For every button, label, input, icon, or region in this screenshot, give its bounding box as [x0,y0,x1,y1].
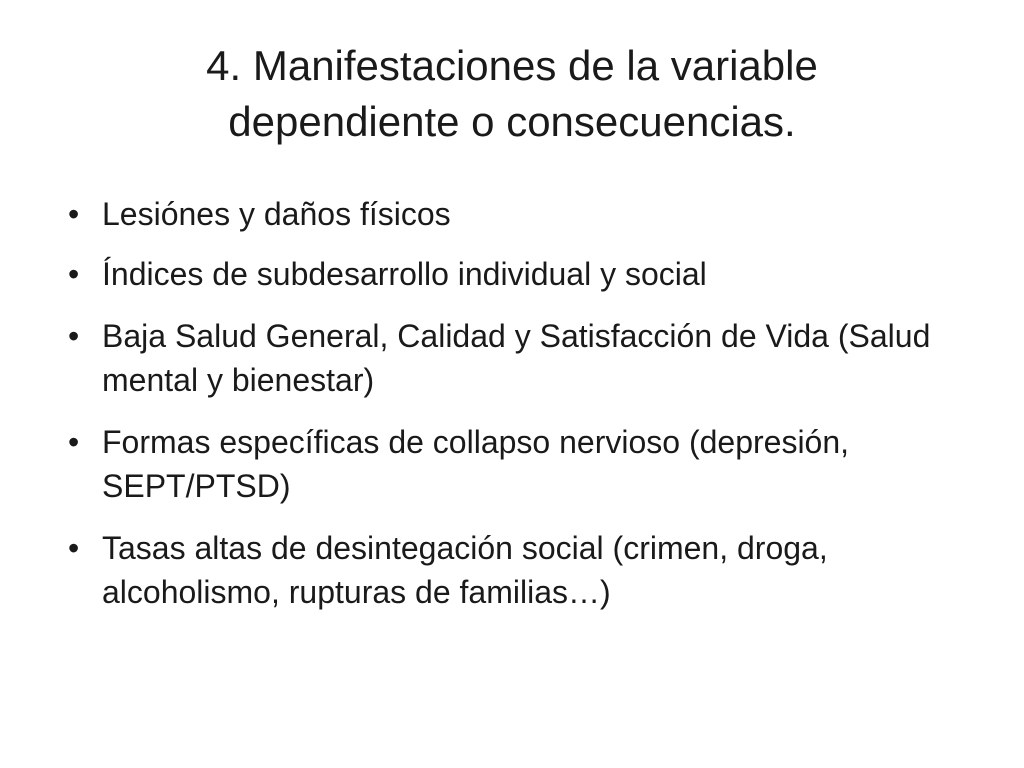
bullet-icon: • [68,530,80,566]
bullet-icon: • [68,256,80,292]
bullet-icon: • [68,318,80,354]
bullet-text: Formas específicas de collapso nervioso (depresión, SEPT/PTSD) [102,424,850,504]
slide-title [60,38,964,150]
bullet-item-4 [68,420,948,508]
bullet-icon: • [68,424,80,460]
bullet-item-2 [68,252,948,296]
bullet-text: Tasas altas de desintegación social (crimen, droga, alcoholismo, rupturas de familias…) [102,530,828,610]
bullet-text: Lesiónes y daños físicos [102,196,451,232]
bullet-item-5 [68,526,948,614]
bullet-item-1 [68,192,948,236]
bullet-text: Índices de subdesarrollo individual y social [102,256,707,292]
slide-title-line-1: 4. Manifestaciones de la variable [206,42,818,89]
bullet-list [68,192,948,632]
bullet-item-3 [68,314,948,402]
bullet-text: Baja Salud General, Calidad y Satisfacción de Vida (Salud mental y bienestar) [102,318,931,398]
bullet-icon: • [68,196,80,232]
slide-title-line-2: dependiente o consecuencias. [228,98,796,145]
